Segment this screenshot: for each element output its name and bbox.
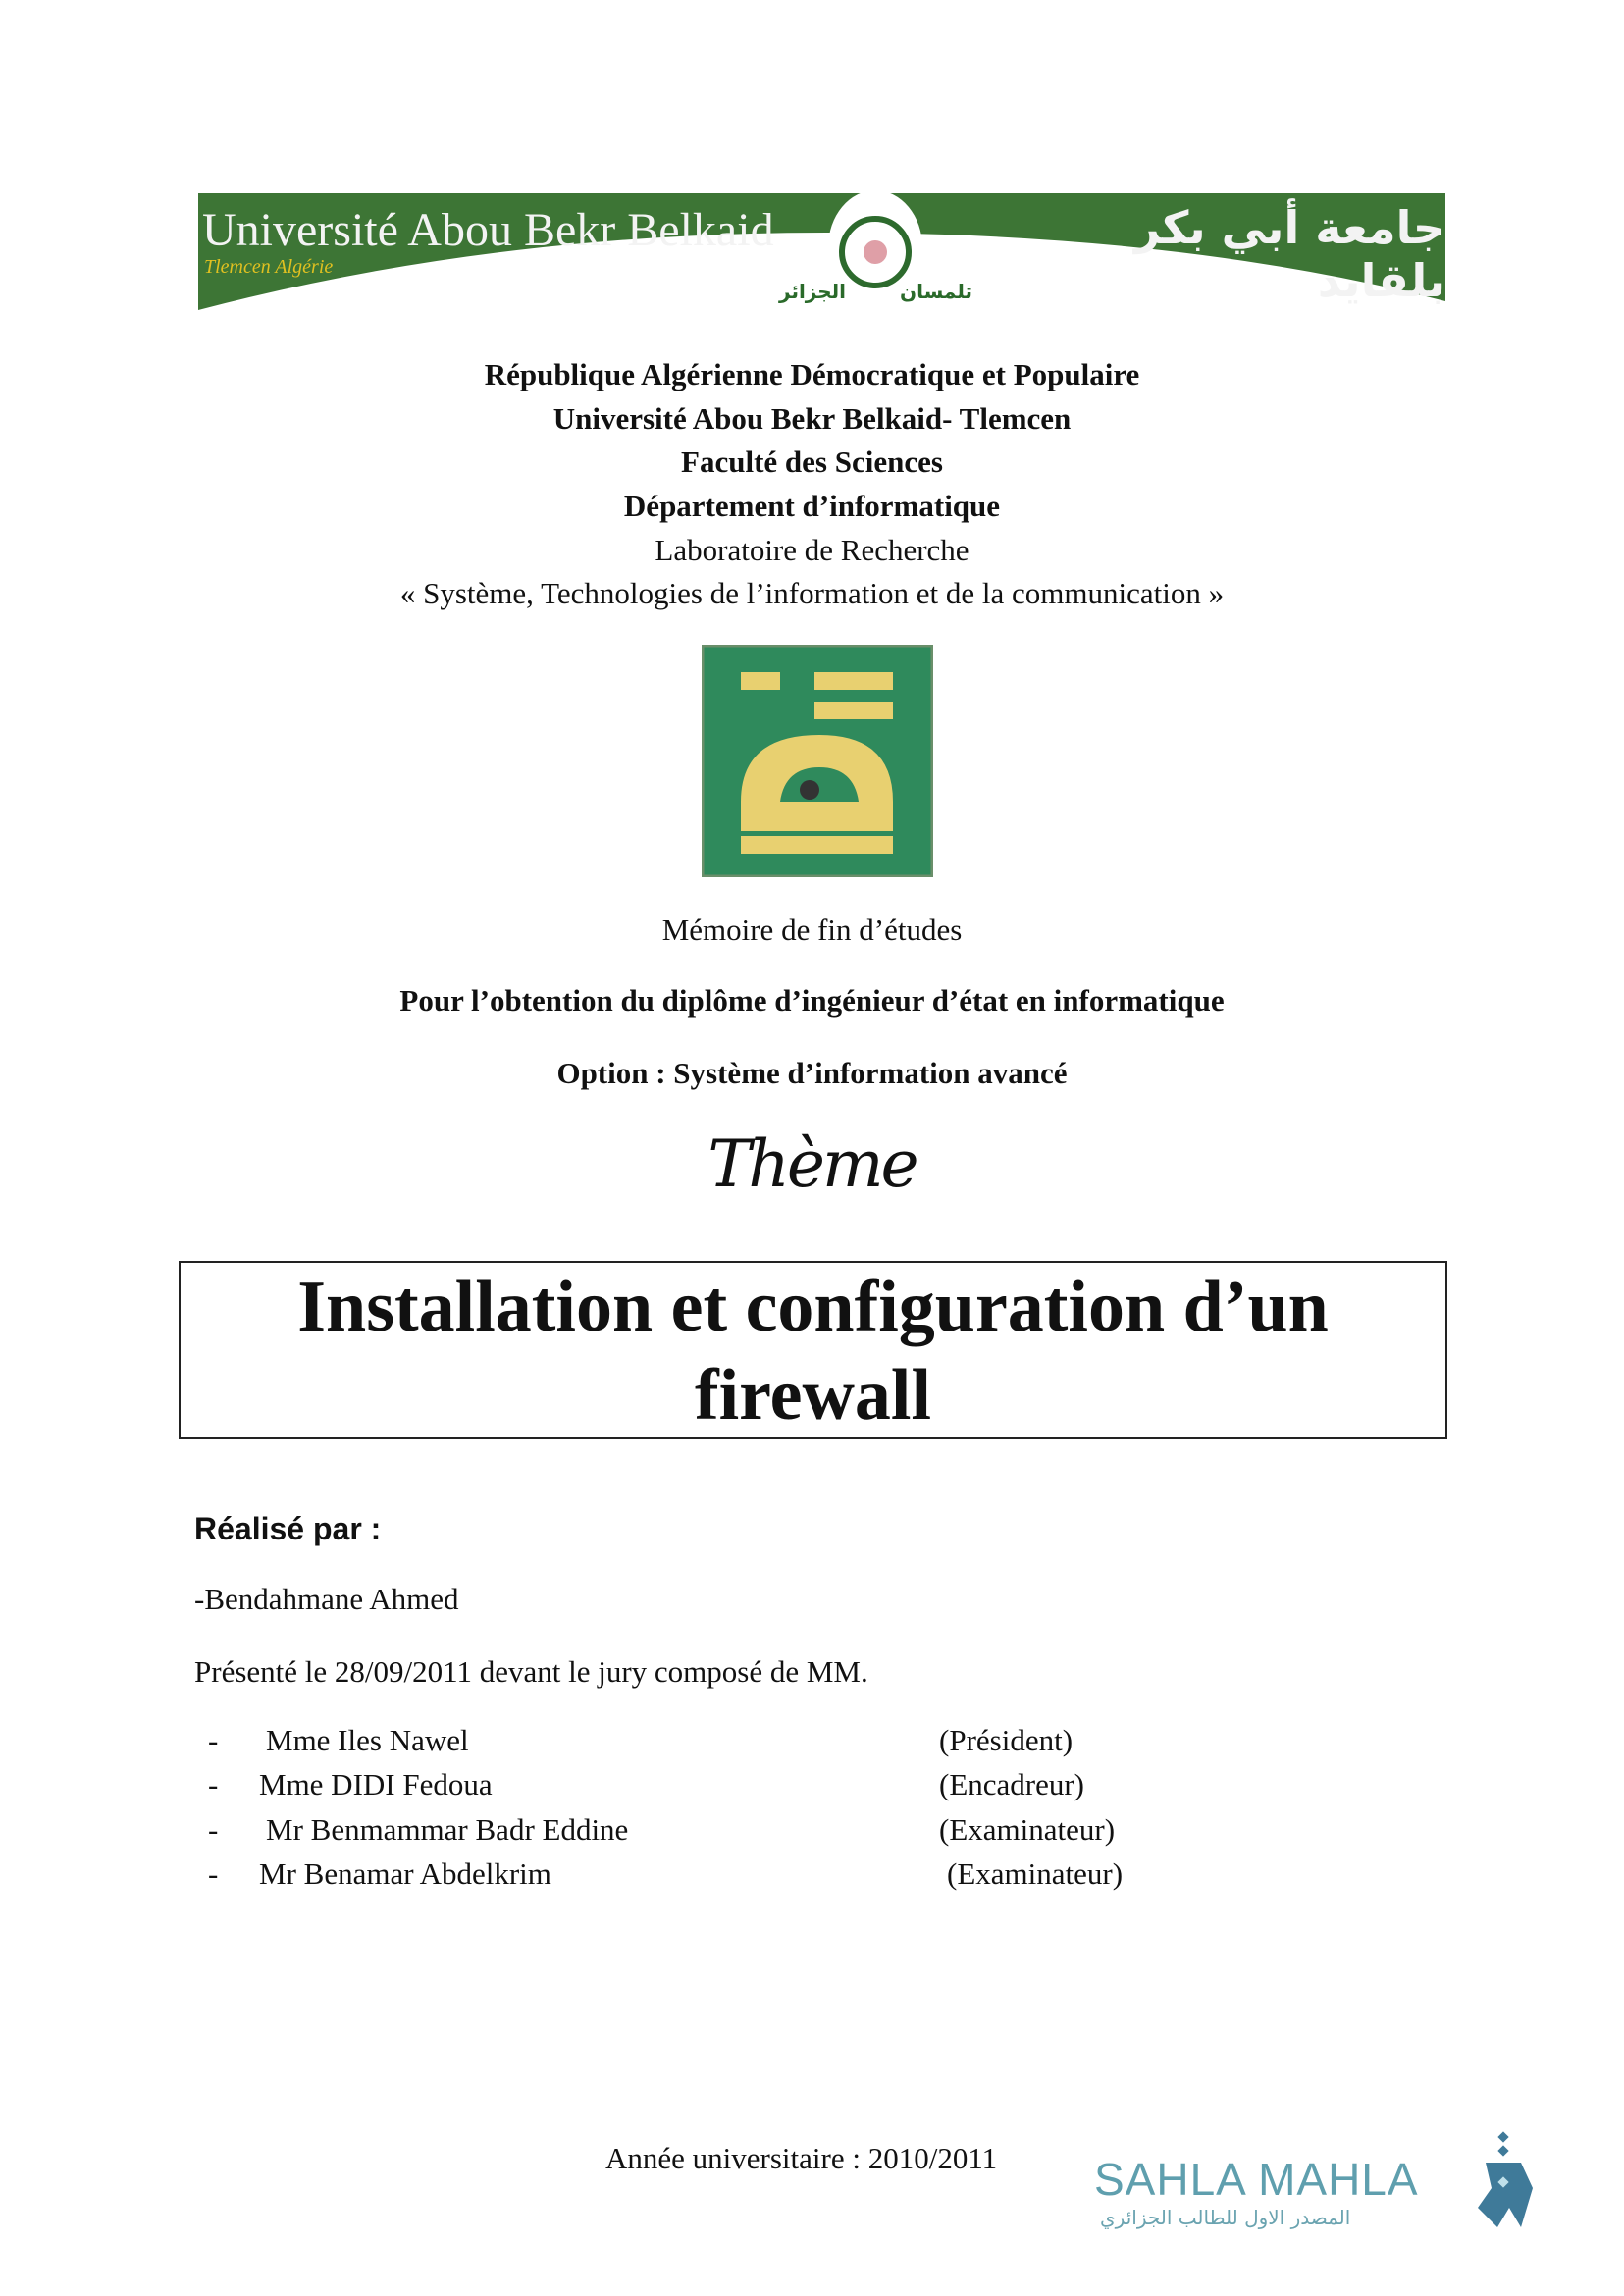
header-university: Université Abou Bekr Belkaid- Tlemcen bbox=[552, 401, 1072, 436]
author-name: -Bendahmane Ahmed bbox=[194, 1582, 459, 1616]
header-department: Département d’informatique bbox=[623, 489, 1001, 523]
header-republic: République Algérienne Démocratique et Populaire bbox=[484, 357, 1140, 391]
banner-university-ar: جامعة أبي بكر بلقايد bbox=[1133, 201, 1445, 307]
thesis-title-box bbox=[179, 1261, 1447, 1439]
header-lab: Laboratoire de Recherche bbox=[655, 533, 969, 567]
university-banner bbox=[198, 193, 1445, 310]
jury-dash: - bbox=[208, 1856, 219, 1891]
header-faculty: Faculté des Sciences bbox=[681, 444, 943, 479]
diploma-label: Pour l’obtention du diplôme d’ingénieur d’état en informatique bbox=[399, 983, 1225, 1018]
option-label: Option : Système d’information avancé bbox=[556, 1056, 1068, 1090]
theme-label: Thème bbox=[707, 1126, 917, 1202]
banner-university-fr: Université Abou Bekr Belkaid bbox=[202, 204, 774, 256]
presentation-text: Présenté le 28/09/2011 devant le jury composé de MM. bbox=[194, 1654, 868, 1689]
memoire-label: Mémoire de fin d’études bbox=[661, 913, 963, 947]
watermark-tagline: المصدر الاول للطالب الجزائري bbox=[1100, 2206, 1351, 2229]
sahla-mahla-watermark bbox=[1094, 2129, 1545, 2242]
jury-role: (Examinateur) bbox=[947, 1856, 1124, 1891]
academic-year: Année universitaire : 2010/2011 bbox=[605, 2141, 998, 2175]
lab-logo bbox=[702, 645, 933, 877]
jury-name: Mr Benamar Abdelkrim bbox=[259, 1856, 551, 1891]
jury-dash: - bbox=[208, 1812, 219, 1847]
thesis-title-line1: Installation et configuration d’un bbox=[297, 1267, 1329, 1347]
banner-subtitle: Tlemcen Algérie bbox=[204, 256, 334, 278]
realise-par-label: Réalisé par : bbox=[194, 1511, 382, 1546]
banner-emblem-left: تلمسان bbox=[900, 280, 973, 303]
watermark-emblem-icon bbox=[1472, 2129, 1541, 2237]
header-lab-name: « Système, Technologies de l’information et de la communication » bbox=[399, 576, 1225, 610]
jury-dash: - bbox=[208, 1723, 219, 1757]
jury-role: (Encadreur) bbox=[939, 1767, 1085, 1801]
jury-name: Mme Iles Nawel bbox=[266, 1723, 469, 1757]
jury-role: (Examinateur) bbox=[939, 1812, 1116, 1847]
thesis-title-line2: firewall bbox=[694, 1355, 932, 1435]
banner-emblem-right: الجزائر bbox=[779, 280, 847, 303]
watermark-brand: SAHLA MAHLA bbox=[1094, 2154, 1419, 2205]
jury-dash: - bbox=[208, 1767, 219, 1801]
jury-role: (Président) bbox=[939, 1723, 1074, 1757]
jury-name: Mr Benmammar Badr Eddine bbox=[266, 1812, 629, 1847]
jury-name: Mme DIDI Fedoua bbox=[259, 1767, 493, 1801]
